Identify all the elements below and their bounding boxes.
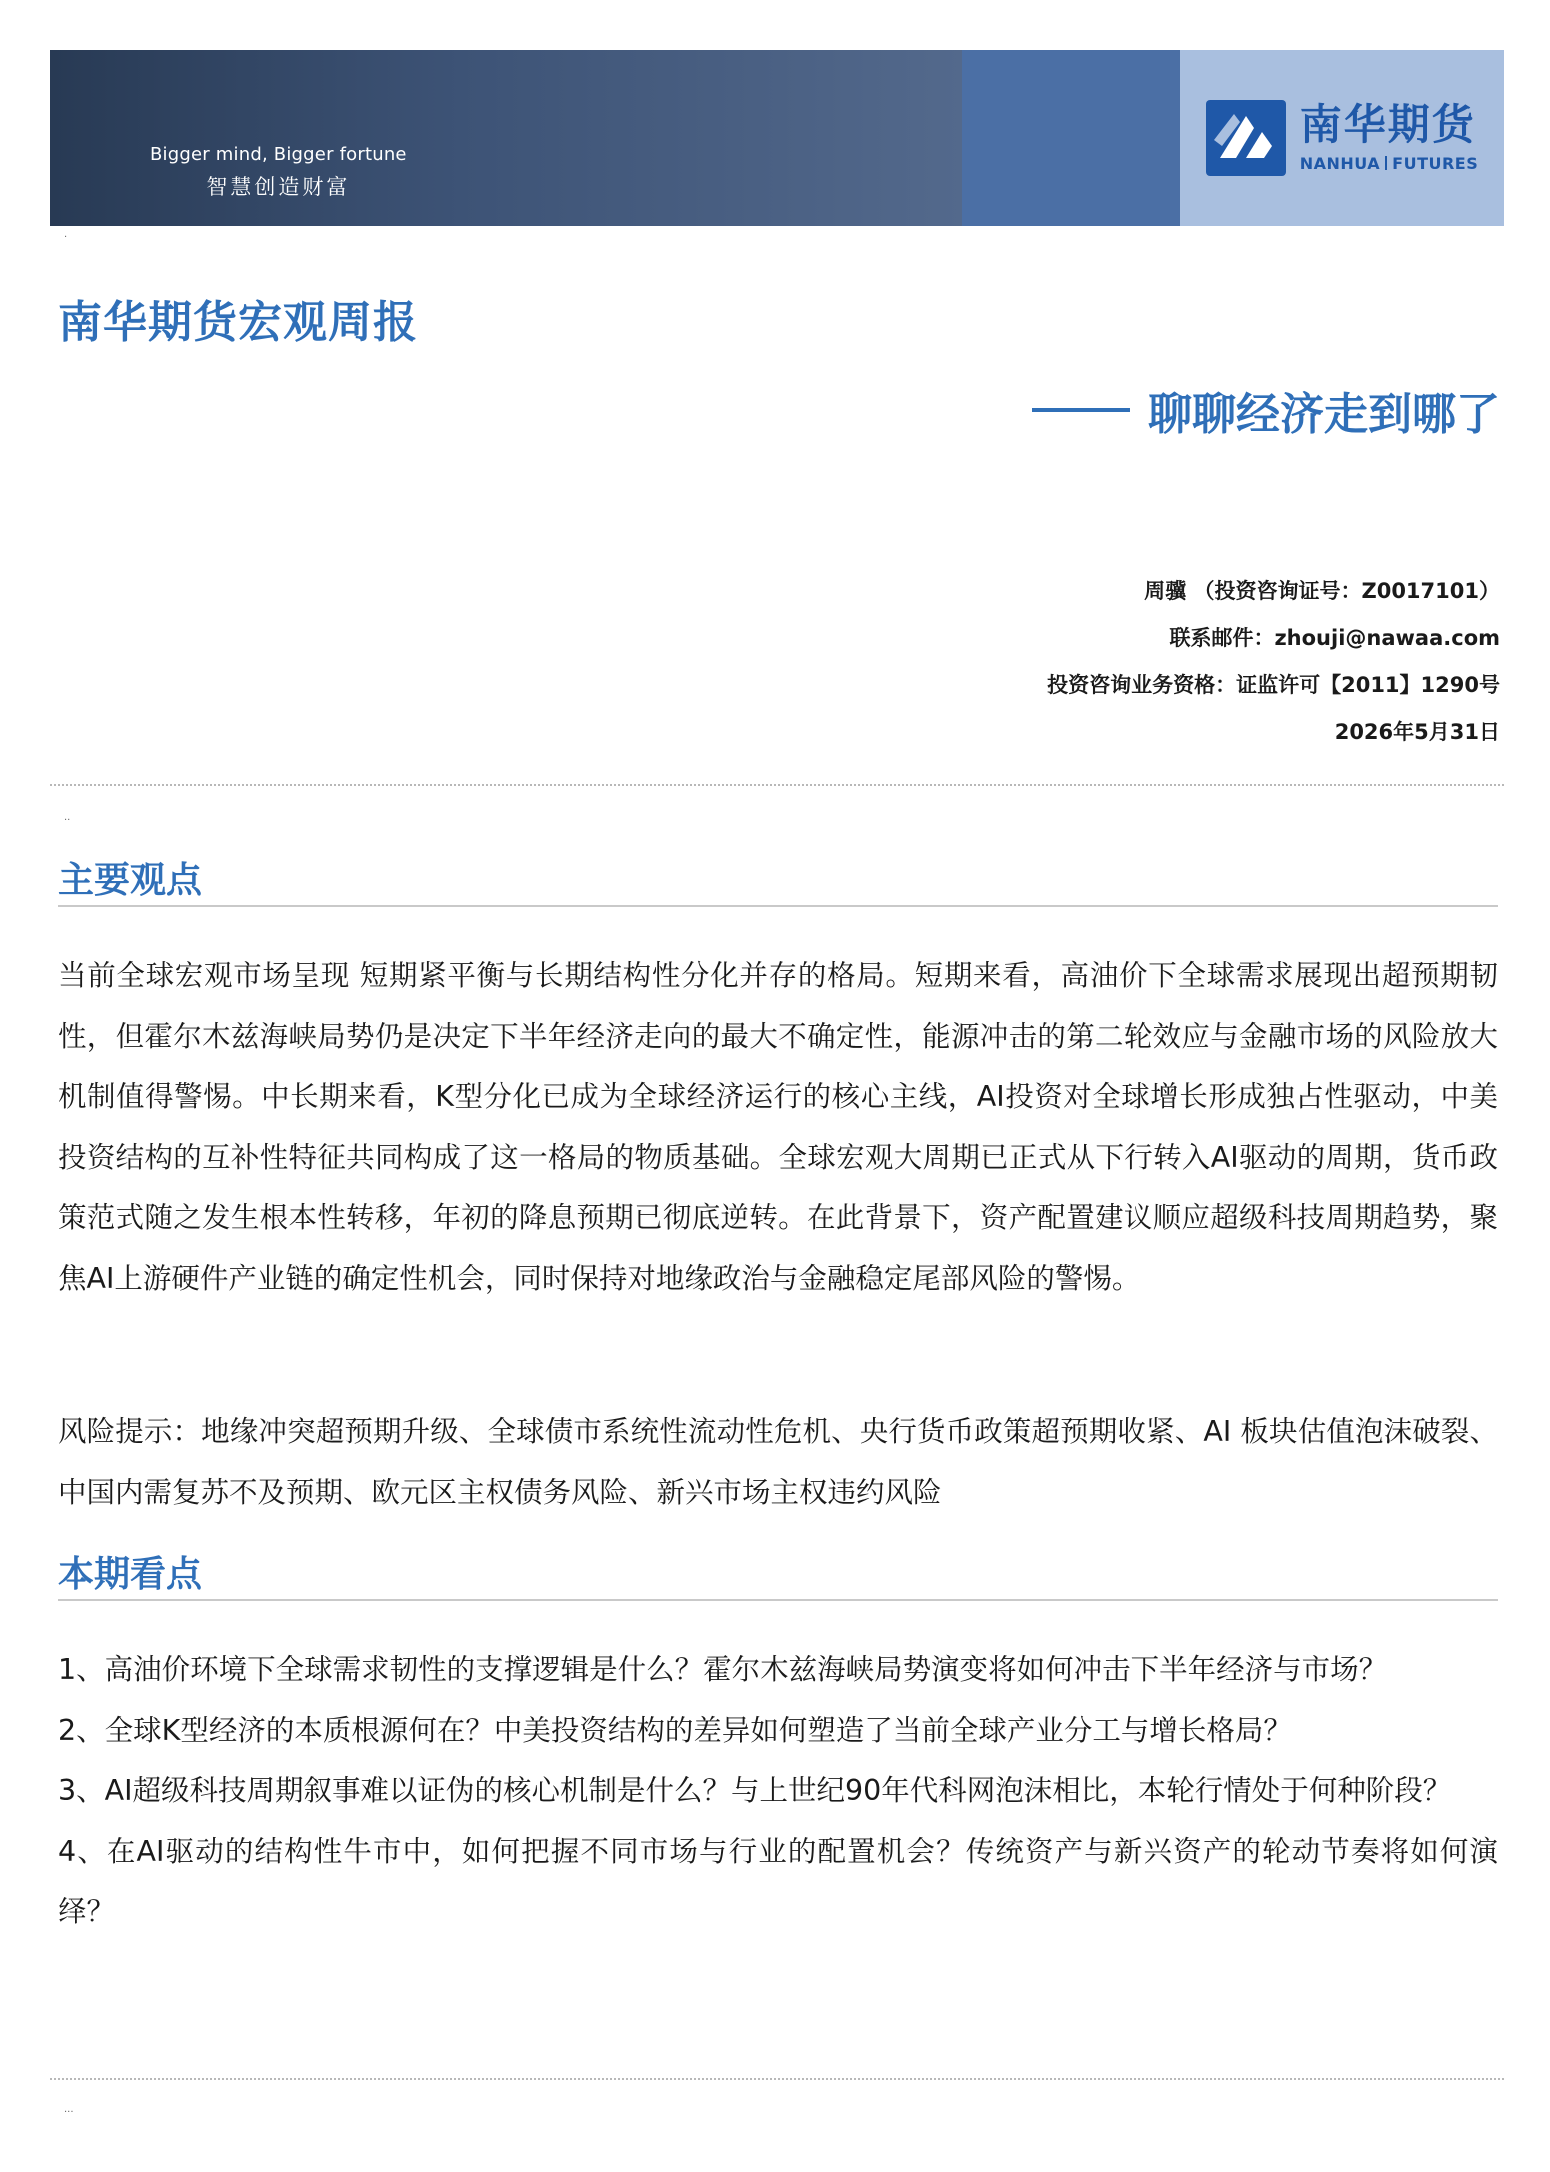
page-mark: ... [64,2104,74,2115]
nanhua-logo-icon [1206,100,1286,176]
author-line: 周骥 （投资咨询证号：Z0017101） [1144,579,1500,603]
date-line: 2026年5月31日 [1334,720,1500,744]
subtitle-dash [1032,408,1130,412]
section-heading-main-points: 主要观点 [58,852,1498,907]
subtitle-text: 聊聊经济走到哪了 [1148,389,1500,440]
slogan-en: Bigger mind, Bigger fortune [150,144,407,165]
page-mark: · [64,232,68,243]
list-item: 2、全球K型经济的本质根源何在？中美投资结构的差异如何塑造了当前全球产业分工与增长格局？ [58,1713,1292,1747]
logo-en-text: NANHUA FUTURES [1299,153,1479,173]
report-subtitle [1032,378,1500,442]
logo-cn-text: 南华期货 [1299,99,1476,149]
report-title: 南华期货宏观周报 [58,297,418,348]
summary-paragraph: 当前全球宏观市场呈现 短期紧平衡与长期结构性分化并存的格局。短期来看，高油价下全球需求展现出超预期韧性，但霍尔木兹海峡局势仍是决定下半年经济走向的最大不确定性，能源冲击的第二轮效应与金融市场的风险放大机制值得警惕。中长期来看，K型分化已成为全球经济运行的核心主线，AI投资对全球增长形成独占性驱动，中美投资结构的互补性特征共同构成了这一格局的物质基础。全球宏观大周期已正式从下行转入AI驱动的周期，货币政策范式随之发生根本性转移，年初的降息预期已彻底逆转。在此背景下，资产配置建议顺应超级科技周期趋势，聚焦AI上游硬件产业链的确定性机会，同时保持对地缘政治与金融稳定尾部风险的警惕。 [58,959,1498,1295]
slogan-cn: 智慧创造财富 [206,175,351,199]
divider-top [50,784,1504,786]
highlights-list [58,1640,1498,1943]
qualification-line: 投资咨询业务资格：证监许可【2011】1290号 [1047,673,1500,697]
list-item: 3、AI超级科技周期叙事难以证伪的核心机制是什么？与上世纪90年代科网泡沫相比，本轮行情处于何种阶段？ [58,1774,1452,1807]
banner-mid-panel [962,50,1180,226]
slogan [150,144,407,201]
risk-paragraph: 风险提示：地缘冲突超预期升级、全球债市系统性流动性危机、央行货币政策超预期收紧、AI 板块估值泡沫破裂、中国内需复苏不及预期、欧元区主权债务风险、新兴市场主权违约风险 [58,1415,1498,1509]
author-meta [1047,568,1500,756]
section-heading-highlights: 本期看点 [58,1546,1498,1601]
email-line: 联系邮件：zhouji@nawaa.com [1169,626,1500,650]
page-mark: .. [64,812,71,823]
list-item: 1、高油价环境下全球需求韧性的支撑逻辑是什么？霍尔木兹海峡局势演变将如何冲击下半年经济与市场？ [58,1653,1388,1686]
list-item: 4、在AI驱动的结构性牛市中，如何把握不同市场与行业的配置机会？传统资产与新兴资产的轮动节奏将如何演绎？ [58,1834,1498,1928]
company-logo [1206,100,1479,176]
divider-bottom [50,2078,1504,2080]
banner-dark-panel [50,50,962,226]
banner-logo-panel [1180,50,1504,226]
header-banner [50,50,1504,226]
